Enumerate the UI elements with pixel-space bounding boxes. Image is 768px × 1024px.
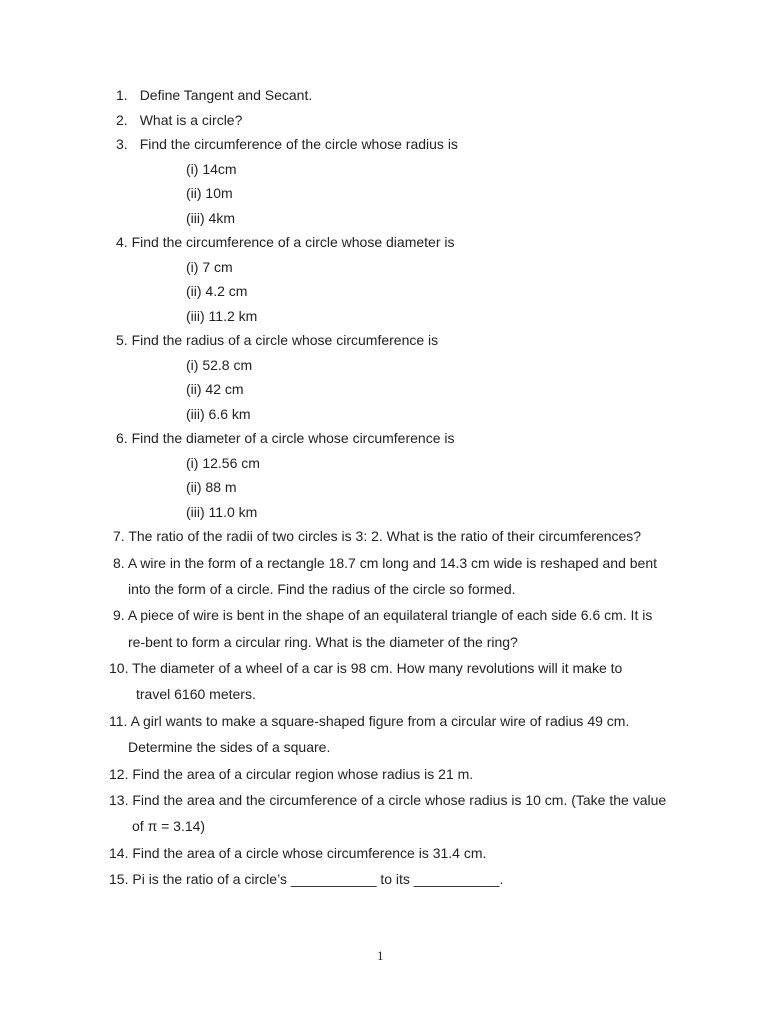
question-text: The diameter of a wheel of a car is 98 cm. How many revolutions will it make to <box>132 660 623 676</box>
option-item: (i) 12.56 cm <box>186 455 260 471</box>
option-item: (i) 7 cm <box>186 259 233 275</box>
question-number: 2. <box>116 112 128 128</box>
question-13 <box>109 791 666 809</box>
question-text: A piece of wire is bent in the shape of an equilateral triangle of each side 6.6 cm. It is <box>127 607 653 623</box>
option-item: (i) 52.8 cm <box>186 357 253 373</box>
question-3 <box>116 135 458 153</box>
page-number: 1 <box>377 948 384 963</box>
option-item: (ii) 88 m <box>186 479 237 495</box>
question-4 <box>116 233 455 251</box>
question-text: The ratio of the radii of two circles is 3: 2. What is the ratio of their circumferences? <box>128 528 642 544</box>
option-item: (i) 14cm <box>186 161 237 177</box>
option-item: (ii) 42 cm <box>186 381 244 397</box>
question-5 <box>116 331 438 349</box>
question-number: 6. <box>116 430 128 446</box>
question-number: 12. <box>109 766 129 782</box>
question-text-continued: Determine the sides of a square. <box>128 739 331 755</box>
question-7 <box>113 527 641 545</box>
question-number: 11. <box>109 713 128 729</box>
question-number: 5. <box>116 332 128 348</box>
question-text: What is a circle? <box>139 112 243 128</box>
question-11 <box>109 712 629 730</box>
question-text-continued: of π = 3.14) <box>132 818 206 834</box>
question-text: Find the radius of a circle whose circumference is <box>131 332 439 348</box>
question-text: Find the circumference of the circle whose radius is <box>139 136 458 152</box>
question-text: A wire in the form of a rectangle 18.7 cm long and 14.3 cm wide is reshaped and bent <box>127 555 658 571</box>
question-text: Pi is the ratio of a circle’s ___________ to its ___________. <box>132 871 504 887</box>
question-10 <box>109 659 622 677</box>
question-number: 1. <box>116 87 128 103</box>
option-item: (ii) 10m <box>186 185 233 201</box>
question-text: Define Tangent and Secant. <box>139 87 313 103</box>
question-text: Find the area of a circular region whose radius is 21 m. <box>132 766 474 782</box>
question-text: Find the area and the circumference of a circle whose radius is 10 cm. (Take the value <box>132 792 667 808</box>
option-item: (ii) 4.2 cm <box>186 283 248 299</box>
question-number: 3. <box>116 136 128 152</box>
question-text: Find the area of a circle whose circumference is 31.4 cm. <box>132 845 487 861</box>
question-1 <box>116 86 312 104</box>
question-text: Find the circumference of a circle whose diameter is <box>131 234 455 250</box>
question-12 <box>109 765 473 783</box>
question-number: 8. <box>113 555 125 571</box>
question-15 <box>109 870 503 888</box>
question-text: Find the diameter of a circle whose circumference is <box>131 430 455 446</box>
option-item: (iii) 4km <box>186 210 235 226</box>
question-number: 9. <box>113 607 125 623</box>
question-number: 7. <box>113 528 125 544</box>
question-8 <box>113 554 657 572</box>
question-6 <box>116 429 455 447</box>
question-number: 10. <box>109 660 129 676</box>
question-number: 13. <box>109 792 129 808</box>
question-text-continued: travel 6160 meters. <box>136 686 256 702</box>
option-item: (iii) 6.6 km <box>186 406 251 422</box>
question-number: 4. <box>116 234 128 250</box>
question-text-continued: into the form of a circle. Find the radius of the circle so formed. <box>128 581 516 597</box>
question-9 <box>113 606 652 624</box>
question-14 <box>109 844 486 862</box>
option-item: (iii) 11.0 km <box>186 504 258 520</box>
question-number: 14. <box>109 845 129 861</box>
question-number: 15. <box>109 871 129 887</box>
question-text: A girl wants to make a square-shaped figure from a circular wire of radius 49 cm. <box>130 713 630 729</box>
option-item: (iii) 11.2 km <box>186 308 258 324</box>
question-2 <box>116 111 242 129</box>
question-text-continued: re-bent to form a circular ring. What is the diameter of the ring? <box>128 634 518 650</box>
